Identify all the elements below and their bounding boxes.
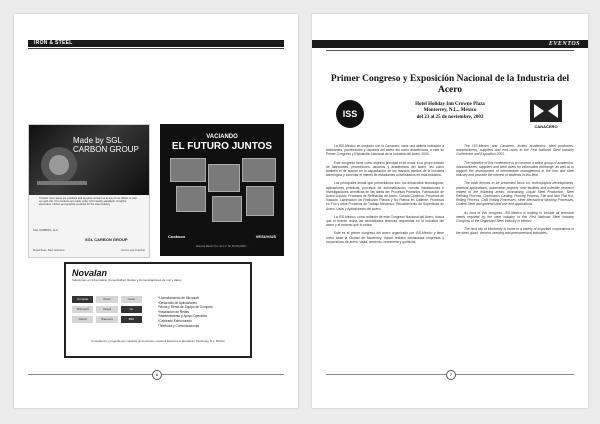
paragraph: The main themes to be presented focus on: technological developments, practical applications, automation projects, new facilities and scientific research related to the following areas: Ironmaking, Liquid Steel Production, Steel Refining Process, Continuous Casting, Pouring Process, Flat and Non Flat Hot-Rolling Process, Cold Rolling Processes, other Mechanical Working Processes, Coated Steel and general steel use and applications. xyxy=(456,181,574,207)
paragraph: La ISS-México en conjunto con la Canacero, hace una abierta invitación a fabricantes, proveedores y usuarios del acero así como académicos, a este su Primer Congreso y Exposición Nacional de la Industria del Acero 2003. xyxy=(326,144,444,157)
partner-logo: Microsoft xyxy=(72,306,93,313)
canacero-logo-mark xyxy=(530,100,562,122)
sgl-ad-subsidiary: SGL CARBON, LLC xyxy=(33,228,58,232)
spanish-column xyxy=(326,144,444,248)
event-venue xyxy=(392,102,508,121)
sgl-footer-right: Carbon and Graphite xyxy=(120,249,145,252)
partner-logo: Avaya xyxy=(96,306,117,313)
service-item: *Desarrollo de Aplicaciones xyxy=(158,300,197,305)
vesuvius-ad-headline: VACIANDO xyxy=(206,134,238,140)
vesuvius-photo xyxy=(212,196,242,222)
vesuvius-photo xyxy=(246,186,274,216)
partner-logo: IBM xyxy=(121,316,142,323)
partner-logo: Compaq xyxy=(72,296,93,303)
novalan-ad xyxy=(64,262,252,358)
paragraph: The objective of this conference is to convene a select group of academics, manufacturers, suppliers and steel users for information exchange, as well as to support the development of intermediate management in the iron and steel industry and promote the interest of students in this field. xyxy=(456,160,574,178)
novalan-footer: Consultenos y pregunte por nuestras promociones, nuestros asesores lo atenderán. Monterrey, N.L. México xyxy=(91,339,225,343)
partner-logos xyxy=(72,296,142,323)
vesuvius-photo xyxy=(208,164,240,192)
paragraph: As host of this congress, ISS-Mexico is looking to include all technical needs required by the steel industry in this First National Steel Industry Congress of the Organized Steel Industry in Mexico. xyxy=(456,210,574,224)
vesuvius-photo xyxy=(176,186,206,212)
sgl-ad-body: To learn more about our products and services contact us at any of our offices or visit our web site. Our products are made under strict quality standards. Graphite electrodes, carbon and graphite products for the steel industry. xyxy=(39,197,137,207)
sgl-carbon-ad xyxy=(28,124,150,258)
partner-logo: Siemens xyxy=(96,316,117,323)
partner-logo: Nortel xyxy=(72,316,93,323)
sgl-ad-footer xyxy=(33,249,145,252)
paragraph: Los principales temas que presentamos son: los desarrollos tecnológicos, aplicaciones prácticas, procesos de automatización, nuevas instalaciones e investigaciones científicas en las áreas de: Procesos Primarios, Fabricación de Acero Líquido, Procesos de Refinación de Acero, Colada Continua, Procesos de Vaciado, Laminación de Productos Planos y No Planos en Caliente, Procesos en Frío y otros Procesos de Trabajo Mecánico, Recubrimiento de Superficies de Acero, Usos y Aplicaciones del Acero. xyxy=(326,181,444,211)
venue-line: Monterrey, N.L., México xyxy=(423,108,477,114)
section-label: EVENTOS xyxy=(548,41,580,47)
vesuvius-logo: VESUVIUS xyxy=(255,234,276,239)
paragraph: Este congreso tiene como objetivo principal el de reunir a un grupo selecto de fabricantes, proveedores, usuarios y académicos del acero, así como también el de apoyar en la capacitación de los mandos medios de la industria siderúrgica y fomentar el interés de estudiantes universitarios en esta industria. xyxy=(326,160,444,178)
service-item: *Venta y Renta de Equipo de Cómputo xyxy=(158,305,213,310)
partner-logo: hp xyxy=(121,306,142,313)
service-item: *Licenciamiento de Microsoft xyxy=(158,296,199,300)
vesuvius-ad-title: EL FUTURO JUNTOS xyxy=(171,141,273,152)
left-page xyxy=(14,14,298,408)
venue-line: del 23 al 25 de noviembre, 2003 xyxy=(416,114,484,120)
page-number: 6 xyxy=(152,370,162,380)
header-rule xyxy=(28,48,284,49)
vesuvius-photo xyxy=(242,158,276,182)
service-item: *Instalación de Redes xyxy=(158,309,190,314)
venue-line: Hotel Holiday Inn Crowne Plaza xyxy=(415,102,485,107)
service-item: *Cableado Estructurado xyxy=(158,318,192,323)
section-bar xyxy=(312,40,588,48)
partner-logo: Cisco xyxy=(121,296,142,303)
sgl-logo: SGL CARBON GROUP xyxy=(85,237,128,242)
section-header: IRON & STEEL xyxy=(28,40,284,47)
novalan-services xyxy=(158,296,213,328)
iss-logo: ISS xyxy=(336,100,364,128)
section-rule xyxy=(326,50,574,51)
novalan-logo: Novalan xyxy=(72,268,108,278)
right-page xyxy=(312,14,588,408)
vesuvius-logos xyxy=(168,234,276,239)
vesuvius-photo xyxy=(170,158,206,182)
article-title: Primer Congreso y Exposición Nacional de la Industria del Acero xyxy=(330,74,570,95)
canacero-icon xyxy=(530,100,562,122)
paragraph: La ISS-México, como anfitrión de este Congreso Nacional del Acero, busca que el evento reúna las necesidades técnicas requeridas en la industria del acero y el entorno que lo rodea. xyxy=(326,214,444,228)
cookson-logo: Cookson xyxy=(168,234,186,239)
partner-logo: 3Com xyxy=(96,296,117,303)
sgl-footer-left: Broad Base. Best Solutions. xyxy=(33,249,66,252)
paragraph: The host city of Monterrey is home to a variety of important corporations in the steel, glass, cement, brewing and petrochemical industries. xyxy=(456,227,574,236)
vesuvius-ad xyxy=(160,124,284,256)
vesuvius-address: Vesuvius Mexico S.A. de C.V. Tel. 52 (81) 8329 ... xyxy=(195,245,249,248)
paragraph: The ISS-Mexico and Canacero, invites academics, steel producers, manufacturers, suppliers and end users to the First National Steel Industry Conference and Exposition 2003. xyxy=(456,144,574,157)
page-number: 7 xyxy=(446,370,456,380)
canacero-logo: CANACERO xyxy=(534,124,558,129)
service-item: *Telefonía y Comunicaciones xyxy=(158,323,200,328)
paragraph: Este es el primer congreso del acero organizado por ISS-México y tiene como base la Ciudad de Monterrey, donde residen destacadas empresas y corporativos de acero, visita, cemento, cervecería y químicos. xyxy=(326,231,444,244)
service-item: *Mantenimiento y Apoyo Operativo xyxy=(158,314,208,319)
novalan-tagline: Soluciones en Informática, Conectividad, Redes y Comunicaciones de voz y datos xyxy=(72,278,182,282)
english-column xyxy=(456,144,574,240)
sgl-ad-headline: Made by SGL CARBON GROUP xyxy=(73,136,139,154)
